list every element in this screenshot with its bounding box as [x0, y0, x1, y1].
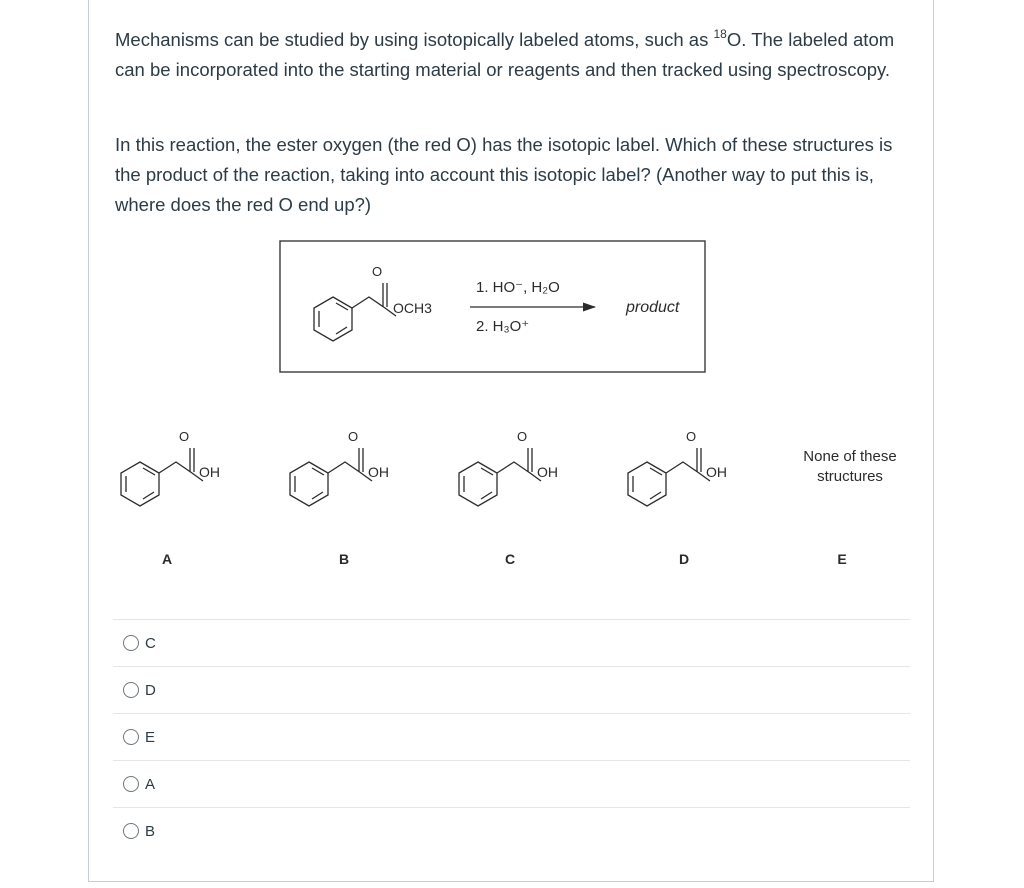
structure-a-carbonyl-o: O — [178, 429, 190, 444]
reactant-carbonyl-oxygen: O — [371, 264, 383, 279]
answer-option[interactable] — [113, 666, 910, 713]
answer-options — [113, 619, 910, 854]
answer-option-label: B — [145, 822, 156, 840]
isotope-superscript: 18 — [713, 27, 727, 41]
option-e-line-2: structures — [817, 468, 883, 485]
answer-option-label: E — [145, 728, 156, 746]
structure-b-oh: OH — [368, 464, 389, 480]
answer-option-label: D — [145, 681, 156, 699]
radio-button[interactable] — [123, 776, 139, 792]
structure-c-carbonyl-o: O — [516, 429, 528, 444]
radio-button[interactable] — [123, 823, 139, 839]
answer-option[interactable] — [113, 760, 910, 807]
radio-button[interactable] — [123, 635, 139, 651]
structure-c — [459, 448, 541, 506]
structure-d-label: D — [678, 551, 690, 567]
arrow-head-icon — [583, 303, 596, 312]
structure-b-carbonyl-o: O — [347, 429, 359, 444]
structure-d-oh: OH — [706, 464, 727, 480]
product-label: product — [626, 299, 680, 316]
structure-a — [121, 448, 203, 506]
answer-option[interactable] — [113, 619, 910, 666]
answer-option-label: A — [145, 775, 156, 793]
structure-d-carbonyl-o: O — [685, 429, 697, 444]
reactant-ester-group: OCH3 — [393, 300, 432, 316]
answer-option[interactable] — [113, 807, 910, 854]
radio-button[interactable] — [123, 682, 139, 698]
structure-a-oh: OH — [199, 464, 220, 480]
answer-option[interactable] — [113, 713, 910, 760]
question-paragraph-2: In this reaction, the ester oxygen (the red O) has the isotopic label. Which of these structures is the product of the reaction, taking into account this isotopic label? (Another way to put this is, where does the red O end up?) — [115, 134, 893, 215]
reagent-step-2: 2. H₃O⁺ — [476, 318, 530, 335]
structure-c-oh: OH — [537, 464, 558, 480]
question-paragraph-1: Mechanisms can be studied by using isotopically labeled atoms, such as $^{18}$O. The labeled atom can be incorporated into the starting material or reagents and then tracked using spectroscopy. — [115, 27, 895, 80]
structure-d — [628, 448, 710, 506]
reagent-step-1: 1. HO⁻, H₂O — [476, 279, 560, 296]
option-e-line-1: None of these — [803, 448, 897, 465]
structure-b-label: B — [338, 551, 350, 567]
structure-e-label: E — [837, 551, 847, 567]
structure-a-label: A — [161, 551, 173, 567]
structure-b — [290, 448, 372, 506]
reactant-structure — [314, 283, 396, 341]
radio-button[interactable] — [123, 729, 139, 745]
answer-option-label: C — [145, 634, 156, 652]
structure-c-label: C — [504, 551, 516, 567]
